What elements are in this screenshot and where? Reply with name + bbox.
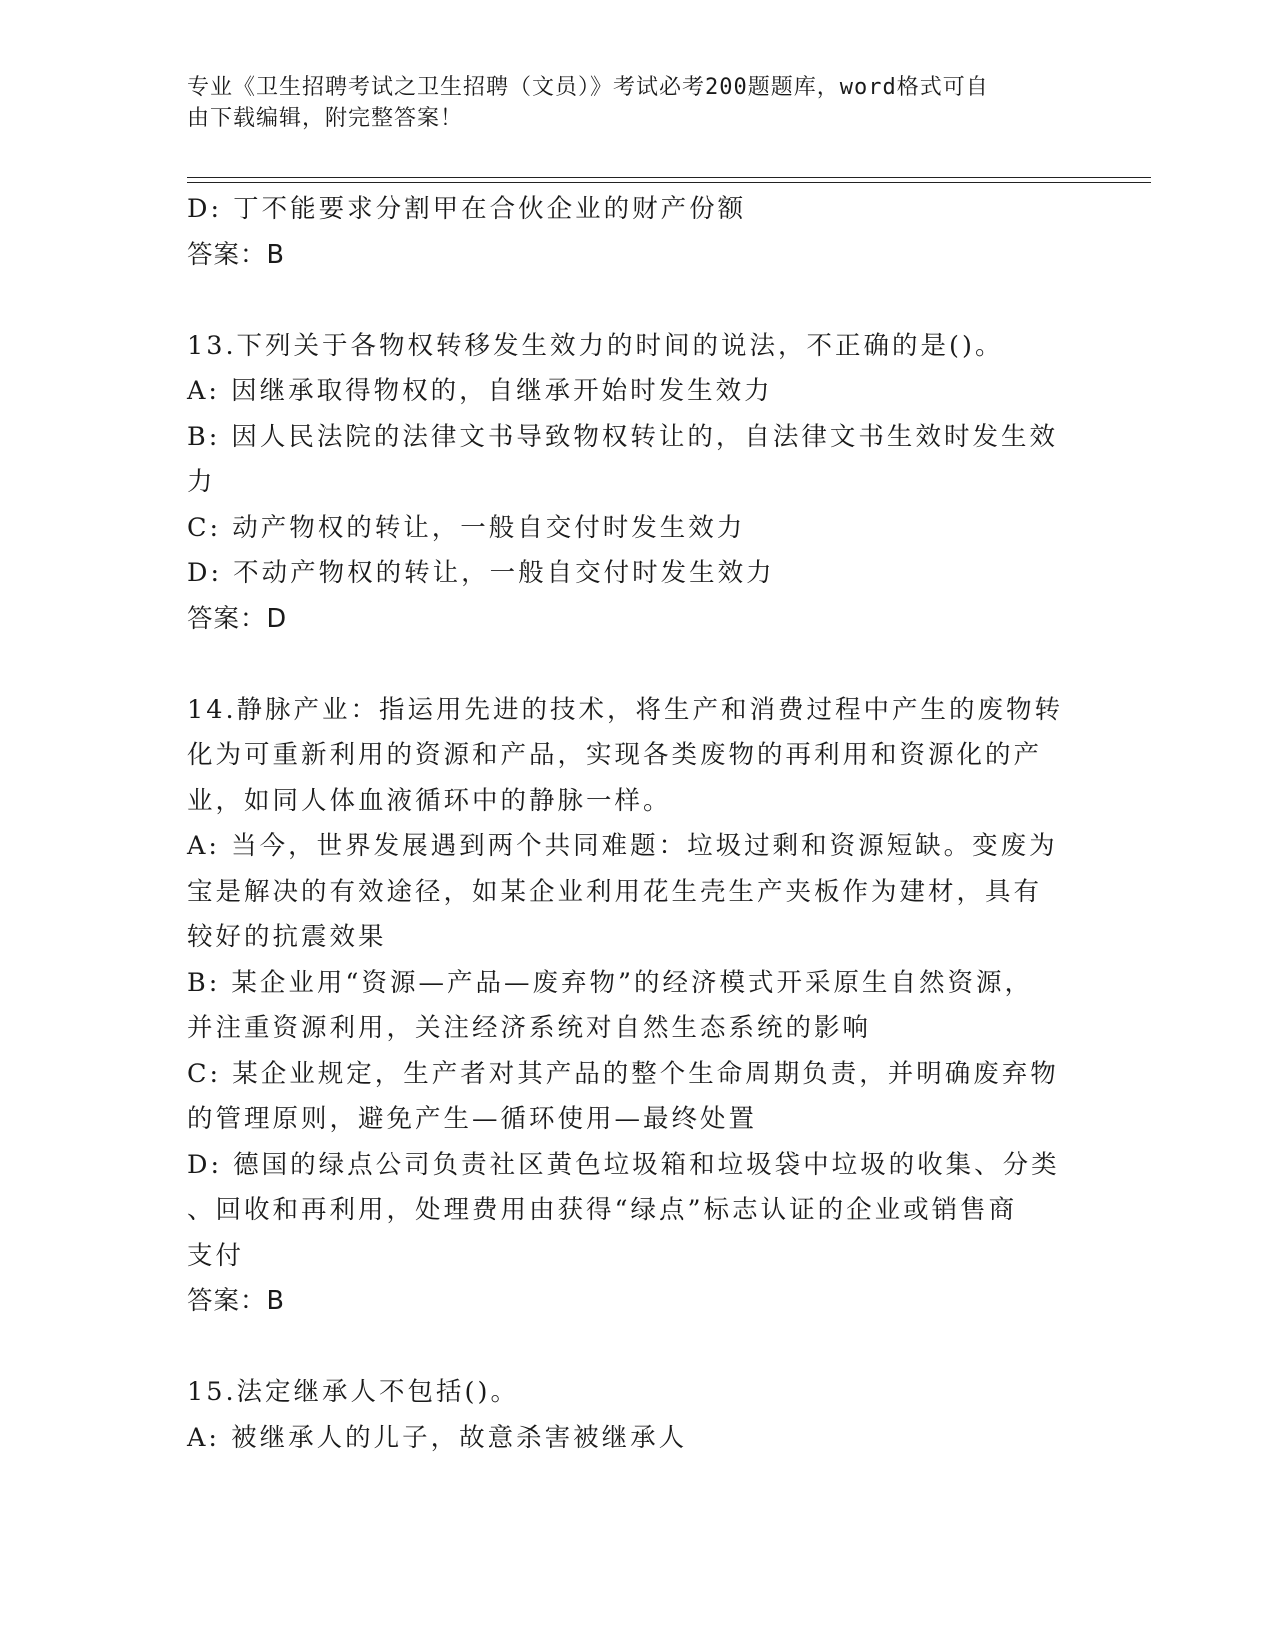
- option-d-continued: 支付: [187, 1240, 245, 1271]
- question-15: [187, 1370, 1067, 1461]
- question-stem: 15.法定继承人不包括()。: [187, 1377, 519, 1407]
- header-divider-bottom: [187, 182, 1151, 183]
- answer-label: 答案：B: [187, 239, 285, 270]
- document-body: [187, 187, 1067, 1461]
- option-d: D: 不动产物权的转让，一般自交付时发生效力: [187, 558, 775, 588]
- option-b: B: 因人民法院的法律文书导致物权转让的，自法律文书生效时发生效: [187, 421, 1058, 452]
- option-c: C: 某企业规定，生产者对其产品的整个生命周期负责，并明确废弃物: [187, 1058, 1059, 1089]
- option-a: A: 因继承取得物权的，自继承开始时发生效力: [187, 376, 773, 406]
- option-a-continued: 较好的抗震效果: [187, 922, 387, 952]
- option-d: D: 德国的绿点公司负责社区黄色垃圾箱和垃圾袋中垃圾的收集、分类: [187, 1149, 1060, 1180]
- question-13: [187, 324, 1067, 643]
- answer-label: 答案：D: [187, 603, 288, 634]
- option-b-continued: 力: [187, 467, 216, 497]
- option-a: A: 被继承人的儿子，故意杀害被继承人: [187, 1422, 688, 1453]
- spacer: [187, 1325, 1067, 1371]
- header-divider-top: [187, 177, 1151, 178]
- option-d: D: 丁不能要求分割甲在合伙企业的财产份额: [187, 194, 747, 224]
- option-a: A: 当今，世界发展遇到两个共同难题：垃圾过剩和资源短缺。变废为: [187, 831, 1058, 861]
- question-12-tail: [187, 187, 1067, 278]
- option-a-continued: 宝是解决的有效途径，如某企业利用花生壳生产夹板作为建材，具有: [187, 876, 1043, 907]
- header-line-2: 由下载编辑，附完整答案！: [187, 106, 464, 131]
- document-header: [187, 72, 1067, 134]
- question-stem-continued: 化为可重新利用的资源和产品，实现各类废物的再利用和资源化的产: [187, 740, 1043, 770]
- spacer: [187, 278, 1067, 324]
- question-14: [187, 688, 1067, 1325]
- option-d-continued: 、回收和再利用，处理费用由获得“绿点”标志认证的企业或销售商: [187, 1195, 1018, 1225]
- question-stem-continued: 业，如同人体血液循环中的静脉一样。: [187, 785, 672, 816]
- question-stem: 14.静脉产业：指运用先进的技术，将生产和消费过程中产生的废物转: [187, 694, 1064, 725]
- option-c: C: 动产物权的转让，一般自交付时发生效力: [187, 512, 746, 543]
- answer-label: 答案：B: [187, 1286, 285, 1316]
- option-c-continued: 的管理原则，避免产生—循环使用—最终处置: [187, 1104, 758, 1134]
- header-line-1: 专业《卫生招聘考试之卫生招聘（文员）》考试必考200题题库，word格式可自: [187, 75, 989, 100]
- option-b: B: 某企业用“资源—产品—废弃物”的经济模式开采原生自然资源，: [187, 967, 1034, 998]
- question-stem: 13.下列关于各物权转移发生效力的时间的说法，不正确的是()。: [187, 330, 1004, 361]
- option-b-continued: 并注重资源利用，关注经济系统对自然生态系统的影响: [187, 1013, 872, 1043]
- spacer: [187, 642, 1067, 688]
